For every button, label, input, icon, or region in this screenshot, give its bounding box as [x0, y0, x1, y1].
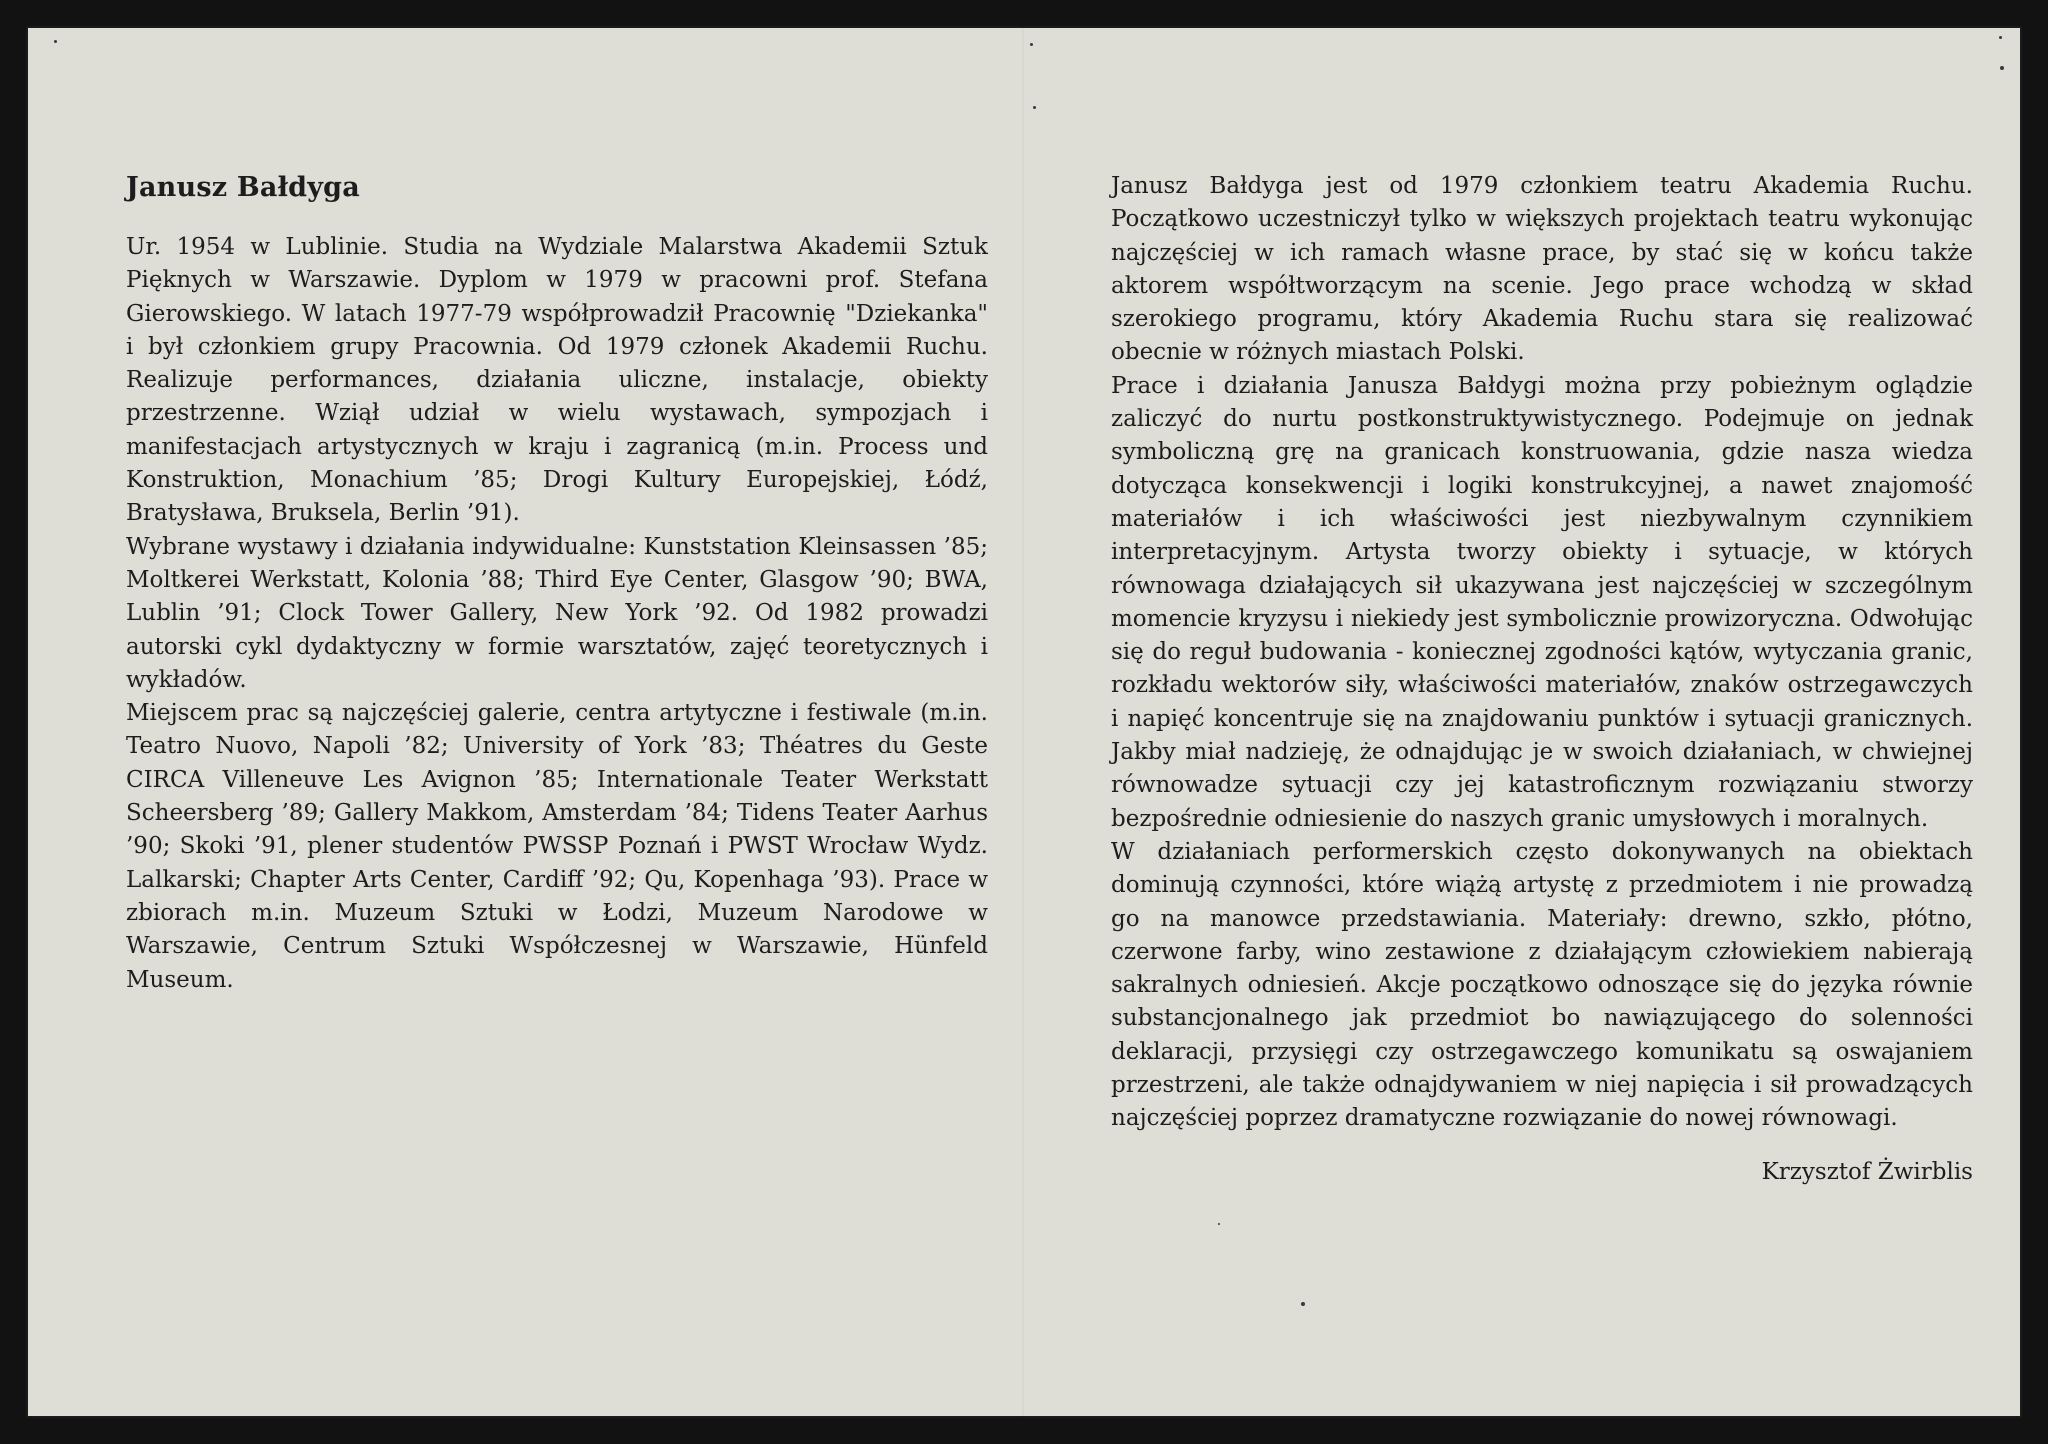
document-sheet [26, 26, 2022, 1418]
paper-speck [1999, 36, 2002, 39]
center-fold [1022, 26, 1024, 1418]
left-page-column [126, 170, 988, 997]
paper-speck [1030, 43, 1033, 46]
artist-name-heading: Janusz Bałdyga [126, 172, 360, 203]
author-signature: Krzysztof Żwirblis [1761, 1158, 1973, 1185]
essay-paragraph: W działaniach performerskich często dokonywanych na obiektach dominują czynności, które wiążą artystę z przedmiotem i nie prowadzą go na manowce przedstawiania. Materiały: drewno, szkło, płótno, czerwone farby, wino zestawione z działającym człowiekiem nabierają sakralnych odniesień. Akcje początkowo odnoszące się do języka równie substancjonalnego jak przedmiot bo nawiązującego do solenności deklaracji, przysięgi czy ostrzegawczego komunikatu są oswajaniem przestrzeni, ale także odnajdywaniem w niej napięcia i sił prowadzących najczęściej poprzez dramatyczne rozwiązanie do nowej równowagi. [1111, 838, 1973, 1132]
paper-speck [54, 40, 57, 43]
paper-speck [2000, 66, 2004, 70]
essay-paragraph: Janusz Bałdyga jest od 1979 członkiem teatru Akademia Ruchu. Początkowo uczestniczył tylko w większych projektach teatru wykonując najczęściej w ich ramach własne prace, by stać się w końcu także aktorem współtworzącym na scenie. Jego prace wchodzą w skład szerokiego programu, który Akademia Ruchu stara się realizować obecnie w różnych miastach Polski. [1111, 173, 1973, 366]
bio-paragraph: Miejscem prac są najczęściej galerie, centra artytyczne i festiwale (m.in. Teatro Nuovo, Napoli ’82; University of York ’83; Théatres du Geste CIRCA Villeneuve Les Avignon ’85; Internationale Teater Werkstatt Scheersberg ’89; Gallery Makkom, Amsterdam ’84; Tidens Teater Aarhus ’90; Skoki ’91, plener studentów PWSSP Poznań i PWST Wrocław Wydz. Lalkarski; Chapter Arts Center, Cardiff ’92; Qu, Kopenhaga ’93). Prace w zbiorach m.in. Muzeum Sztuki w Łodzi, Muzeum Narodowe w Warszawie, Centrum Sztuki Współczesnej w Warszawie, Hünfeld Museum. [126, 700, 988, 993]
bio-paragraph: Ur. 1954 w Lublinie. Studia na Wydziale Malarstwa Akademii Sztuk Pięknych w Warszawie. Dyplom w 1979 w pracowni prof. Stefana Gierowskiego. W latach 1977-79 współprowadził Pracownię "Dziekanka" i był członkiem grupy Pracownia. Od 1979 członek Akademii Ruchu. Realizuje performances, działania uliczne, instalacje, obiekty przestrzenne. Wziął udział w wielu wystawach, sympozjach i manifestacjach artystycznych w kraju i zagranicą (m.in. Process und Konstruktion, Monachium ’85; Drogi Kultury Europejskiej, Łódź, Bratysława, Bruksela, Berlin ’91). [126, 234, 988, 527]
paper-speck [1218, 1223, 1220, 1225]
paper-speck [1033, 106, 1036, 109]
right-page-column [1111, 170, 1973, 1189]
paper-speck [1301, 1302, 1305, 1306]
essay-paragraph: Prace i działania Janusza Bałdygi można przy pobieżnym oglądzie zaliczyć do nurtu postkonstruktywistycznego. Podejmuje on jednak symboliczną grę na granicach konstruowania, gdzie nasza wiedza dotycząca konsekwencji i logiki konstrukcyjnej, a nawet znajomość materiałów i ich właściwości jest niezbywalnym czynnikiem interpretacyjnym. Artysta tworzy obiekty i sytuacje, w których równowaga działających sił ukazywana jest najczęściej w szczególnym momencie kryzysu i niekiedy jest symbolicznie prowizoryczna. Odwołując się do reguł budowania - koniecznej zgodności kątów, wytyczania granic, rozkładu wektorów siły, właściwości materiałów, znaków ostrzegawczych i napięć koncentruje się na znajdowaniu punktów i sytuacji granicznych. Jakby miał nadzieję, że odnajdując je w swoich działaniach, w chwiejnej równowadze sytuacji czy jej katastroficznym rozwiązaniu stworzy bezpośrednie odniesienie do naszych granic umysłowych i moralnych. [1111, 372, 1973, 832]
bio-paragraph: Wybrane wystawy i działania indywidualne: Kunststation Kleinsassen ’85; Moltkerei Werkstatt, Kolonia ’88; Third Eye Center, Glasgow ’90; BWA, Lublin ’91; Clock Tower Gallery, New York ’92. Od 1982 prowadzi autorski cykl dydaktyczny w formie warsztatów, zajęć teoretycznych i wykładów. [126, 533, 988, 693]
